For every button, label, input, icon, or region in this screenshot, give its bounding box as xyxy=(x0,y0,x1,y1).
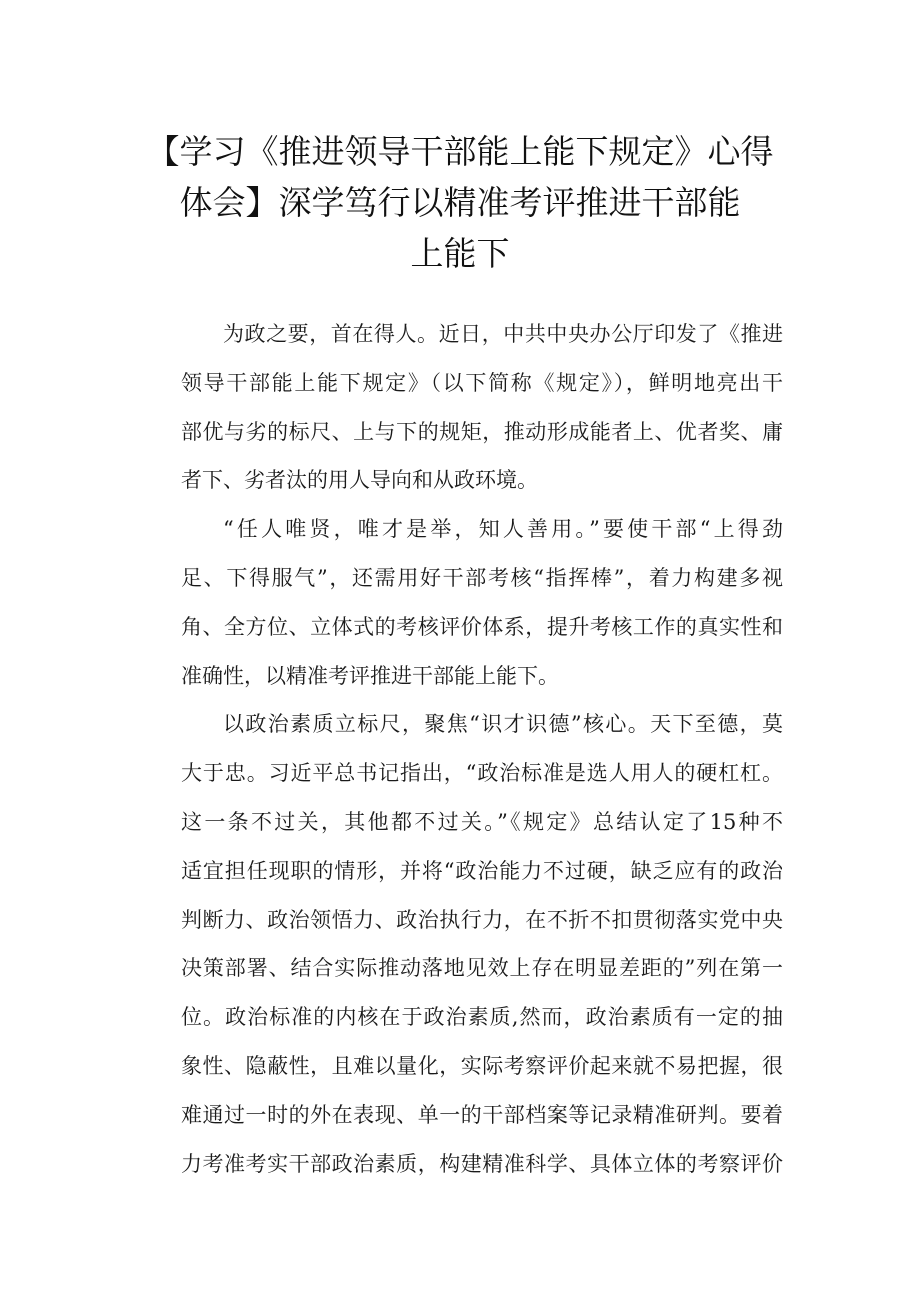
text-line: 足、下得服气”，还需用好干部考核“指挥棒”，着力构建多视 xyxy=(181,565,783,590)
text-line: 准确性，以精准考评推进干部能上能下。 xyxy=(181,663,559,688)
text-line: 力考准考实干部政治素质，构建精准科学、具体立体的考察评价 xyxy=(181,1151,783,1176)
text-line: 以政治素质立标尺，聚焦“识才识德”核心。天下至德，莫 xyxy=(223,712,783,737)
text-line: 决策部署、结合实际推动落地见效上存在明显差距的”列在第一 xyxy=(181,956,783,981)
text-line: 适宜担任现职的情形，并将“政治能力不过硬，缺乏应有的政治 xyxy=(181,858,783,883)
paragraph-political-quality xyxy=(139,700,783,1188)
text-line: 者下、劣者汰的用人导向和从政环境。 xyxy=(181,468,538,493)
title-line: 上能下 xyxy=(410,234,510,273)
text-line: 为政之要，首在得人。近日，中共中央办公厅印发了《推进 xyxy=(223,322,783,346)
document-body xyxy=(139,310,783,1188)
text-line: 判断力、政治领悟力、政治执行力，在不折不扣贯彻落实党中央 xyxy=(181,907,783,932)
document-title xyxy=(130,126,790,279)
text-line: 象性、隐蔽性，且难以量化，实际考察评价起来就不易把握，很 xyxy=(181,1053,783,1078)
text-line: 难通过一时的外在表现、单一的干部档案等记录精准研判。要着 xyxy=(181,1102,783,1127)
paragraph-quote xyxy=(139,505,783,700)
text-line: 部优与劣的标尺、上与下的规矩，推动形成能者上、优者奖、庸 xyxy=(181,419,783,444)
text-line: 角、全方位、立体式的考核评价体系，提升考核工作的真实性和 xyxy=(181,614,783,639)
text-line: 领导干部能上能下规定》（以下简称《规定》），鲜明地亮出干 xyxy=(181,370,783,395)
text-line: 这一条不过关，其他都不过关。”《规定》总结认定了15种不 xyxy=(181,809,783,834)
title-line: 【学习《推进领导干部能上能下规定》心得 xyxy=(146,132,774,171)
paragraph-intro xyxy=(139,310,783,505)
title-line: 体会】深学笃行以精准考评推进干部能 xyxy=(179,183,741,222)
text-line: “任人唯贤，唯才是举，知人善用。”要使干部“上得劲 xyxy=(223,517,783,542)
text-line: 位。政治标准的内核在于政治素质,然而，政治素质有一定的抽 xyxy=(181,1005,783,1030)
text-line: 大于忠。习近平总书记指出，“政治标准是选人用人的硬杠杠。 xyxy=(181,761,783,786)
